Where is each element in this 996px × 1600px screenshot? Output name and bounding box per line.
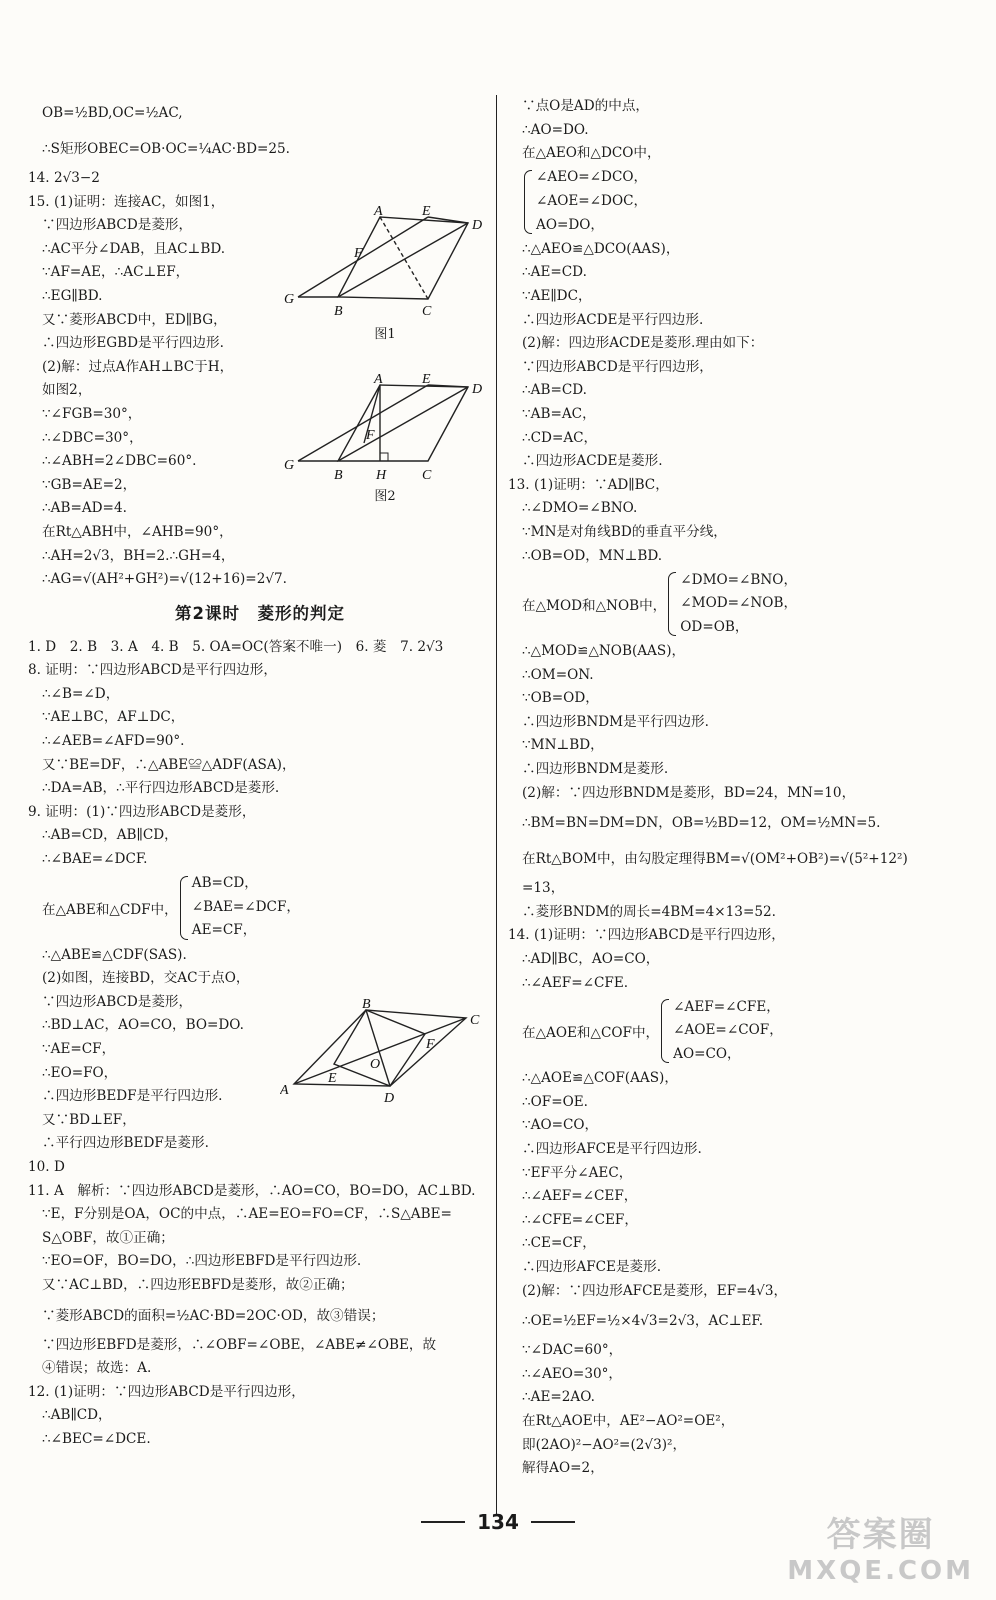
figure-caption: 图2 bbox=[374, 489, 396, 504]
system-line: AE=CF， bbox=[191, 922, 257, 939]
text-line: ∴AH=2√3，BH=2.∴GH=4， bbox=[42, 547, 235, 564]
system-prefix: 在△MOD和△NOB中， bbox=[522, 598, 667, 615]
text-line: 在△AEO和△DCO中， bbox=[522, 145, 661, 162]
text-line: ∴OM=ON. bbox=[522, 666, 594, 683]
system-line: ∠AOE=∠DOC， bbox=[536, 192, 648, 209]
system-line: ∠BAE=∠DCF， bbox=[191, 898, 300, 915]
text-line: ∴S矩形OBEC=OB·OC=¼AC·BD=25. bbox=[42, 141, 290, 157]
text-line: ∴∠DMO=∠BNO. bbox=[522, 500, 638, 517]
label-c: C bbox=[470, 1013, 480, 1028]
text-line: 14. 2√3−2 bbox=[28, 170, 100, 186]
text-line: ∴四边形ACDE是菱形. bbox=[522, 453, 663, 470]
text-line: (2)如图，连接BD，交AC于点O， bbox=[42, 970, 250, 987]
text-line: ∴AE=CD. bbox=[522, 264, 587, 281]
text-line: ∴∠BEC=∠DCE. bbox=[42, 1430, 151, 1447]
line-ac bbox=[294, 1018, 466, 1084]
figure-1 bbox=[280, 205, 490, 342]
text-line: ∵AE∥DC， bbox=[522, 287, 592, 304]
label-b: B bbox=[334, 304, 343, 319]
text-line: ∴△ABE≌△CDF(SAS). bbox=[42, 946, 187, 963]
label-g: G bbox=[284, 292, 295, 307]
text-line: 如图2， bbox=[42, 382, 92, 399]
label-h: H bbox=[376, 468, 387, 483]
text-line: ∴△MOD≌△NOB(AAS)， bbox=[522, 643, 686, 660]
text-line: ∵EO=OF，BO=DO，∴四边形EBFD是平行四边形. bbox=[42, 1253, 362, 1270]
text-line: ∴∠DBC=30°， bbox=[42, 429, 143, 446]
label-e: E bbox=[422, 373, 431, 387]
text-line: ∴四边形BNDM是平行四边形. bbox=[522, 713, 709, 730]
system-line: AB=CD， bbox=[191, 875, 258, 892]
text-line: ∴∠BAE=∠DCF. bbox=[42, 851, 148, 868]
text-line: ∵AE⊥BC，AF⊥DC， bbox=[42, 709, 185, 726]
brace bbox=[524, 170, 532, 234]
text-line: ∴CE=CF， bbox=[522, 1235, 596, 1252]
text-line: ∴四边形EGBD是平行四边形. bbox=[42, 335, 224, 352]
text-line: ∵点O是AD的中点， bbox=[522, 98, 650, 114]
text-line: ∴∠B=∠D， bbox=[42, 685, 120, 702]
figure-caption: 图1 bbox=[374, 327, 396, 342]
text-line: ∴四边形AFCE是平行四边形. bbox=[522, 1141, 702, 1157]
label-b: B bbox=[334, 468, 343, 483]
text-line: ∴平行四边形BEDF是菱形. bbox=[42, 1135, 209, 1152]
text-line: ∵四边形ABCD是菱形， bbox=[42, 993, 193, 1010]
equation-system bbox=[508, 568, 978, 640]
text-line: ∴AB∥CD， bbox=[42, 1407, 112, 1424]
rhombus-figure-3 bbox=[280, 998, 490, 1108]
text-line: 10. D bbox=[28, 1158, 65, 1175]
system-line: AO=DO， bbox=[536, 216, 604, 233]
text-line: ∵EF平分∠AEC， bbox=[522, 1164, 633, 1181]
label-d: D bbox=[472, 218, 483, 233]
text-line: ∵AE=CF， bbox=[42, 1041, 116, 1057]
watermark-text: 答案圈 bbox=[826, 1515, 935, 1555]
label-o: O bbox=[370, 1057, 381, 1072]
text-line: ∵四边形ABCD是平行四边形， bbox=[522, 358, 713, 375]
text-line: 9. 证明：(1)∵四边形ABCD是菱形， bbox=[28, 803, 256, 820]
equation-system bbox=[508, 166, 978, 238]
text-line: ∴AG=√(AH²+GH²)=√(12+16)=2√7. bbox=[42, 571, 287, 588]
brace bbox=[668, 572, 676, 636]
text-line: ∴菱形BNDM的周长=4BM=4×13=52. bbox=[522, 903, 776, 920]
text-line: ∵OB=OD， bbox=[522, 690, 599, 707]
right-angle-mark bbox=[380, 453, 388, 461]
system-line: AO=CO， bbox=[673, 1046, 741, 1063]
text-line: OB=½BD,OC=½AC, bbox=[42, 105, 183, 121]
equation-system bbox=[508, 995, 978, 1067]
text-line: 11. A 解析：∵四边形ABCD是菱形，∴AO=CO，BO=DO，AC⊥BD. bbox=[28, 1182, 476, 1199]
text-line: ∴BM=BN=DM=DN，OB=½BD=12，OM=½MN=5. bbox=[522, 815, 881, 832]
text-line: ④错误；故选：A. bbox=[42, 1360, 152, 1377]
label-f: F bbox=[354, 246, 363, 261]
text-line: 15. (1)证明：连接AC，如图1， bbox=[28, 193, 225, 210]
text-line: =13， bbox=[522, 880, 565, 897]
text-line: 在Rt△ABH中，∠AHB=90°， bbox=[42, 523, 233, 540]
text-line: ∴∠AEF=∠CFE. bbox=[522, 974, 629, 991]
watermark bbox=[787, 1507, 974, 1586]
label-d: D bbox=[384, 1091, 395, 1106]
section-title: 第2课时 菱形的判定 bbox=[175, 603, 345, 623]
text-line: ∴四边形AFCE是菱形. bbox=[522, 1258, 662, 1275]
text-line: 又∵BE=DF，∴△ABE≌△ADF(ASA)， bbox=[42, 756, 296, 773]
text-line: 又∵菱形ABCD中，ED∥BG， bbox=[42, 311, 227, 328]
column-divider bbox=[496, 95, 497, 1515]
label-e: E bbox=[328, 1071, 337, 1086]
text-line: ∵AB=AC， bbox=[522, 405, 596, 422]
text-line: ∴四边形BEDF是平行四边形. bbox=[42, 1088, 223, 1105]
text-line: ∴AO=DO. bbox=[522, 121, 589, 138]
text-line: ∴DA=AB，∴平行四边形ABCD是菱形. bbox=[42, 780, 280, 797]
text-line: ∴四边形BNDM是菱形. bbox=[522, 761, 669, 778]
label-b: B bbox=[362, 998, 371, 1012]
page-number-rule bbox=[421, 1521, 465, 1523]
label-c: C bbox=[422, 468, 432, 483]
text-line: ∵AF=AE，∴AC⊥EF， bbox=[42, 264, 190, 281]
text-line: ∴△AOE≌△COF(AAS)， bbox=[522, 1070, 678, 1087]
label-a: A bbox=[374, 205, 383, 219]
system-line: ∠AEO=∠DCO， bbox=[536, 169, 648, 186]
text-line: ∵四边形EBFD是菱形，∴∠OBF=∠OBE，∠ABE≠∠OBE，故 bbox=[42, 1336, 437, 1353]
text-line: ∴OB=OD，MN⊥BD. bbox=[522, 547, 663, 564]
text-line: ∵MN是对角线BD的垂直平分线， bbox=[522, 523, 727, 540]
text-line: ∴∠AEB=∠AFD=90°. bbox=[42, 733, 185, 750]
line-ac-dashed bbox=[380, 217, 428, 299]
text-line: ∴∠ABH=2∠DBC=60°. bbox=[42, 453, 197, 470]
text-line: ∴△AEO≌△DCO(AAS)， bbox=[522, 240, 680, 257]
text-line: 即(2AO)²−AO²=(2√3)²， bbox=[522, 1436, 687, 1453]
text-line: (2)解：四边形ACDE是菱形.理由如下： bbox=[522, 335, 764, 352]
text-line: 14. (1)证明：∵四边形ABCD是平行四边形， bbox=[508, 927, 785, 944]
text-line: ∴∠AEF=∠CEF， bbox=[522, 1188, 638, 1205]
text-line: ∴EG∥BD. bbox=[42, 287, 103, 304]
system-prefix: 在△AOE和△COF中， bbox=[522, 1025, 660, 1042]
equation-system bbox=[28, 872, 492, 944]
label-e: E bbox=[422, 205, 431, 219]
label-a: A bbox=[280, 1083, 289, 1098]
text-line: ∴∠AEO=30°， bbox=[522, 1365, 623, 1382]
text-line: ∵菱形ABCD的面积=½AC·BD=2OC·OD，故③错误； bbox=[42, 1307, 385, 1324]
brace bbox=[180, 876, 188, 940]
rhombus-bedf bbox=[334, 1010, 425, 1086]
text-line: ∴AB=AD=4. bbox=[42, 500, 127, 517]
text-line: ∵∠DAC=60°， bbox=[522, 1342, 623, 1359]
text-line: ∵AO=CO， bbox=[522, 1117, 599, 1134]
text-line: ∴EO=FO， bbox=[42, 1064, 118, 1081]
text-line: (2)解：∵四边形BNDM是菱形，BD=24，MN=10， bbox=[522, 784, 856, 801]
text-line: 在Rt△AOE中，AE²−AO²=OE²， bbox=[522, 1412, 735, 1429]
label-d: D bbox=[472, 382, 483, 397]
system-prefix: 在△ABE和△CDF中， bbox=[42, 901, 178, 918]
rhombus-figure-1 bbox=[280, 205, 490, 323]
label-f: F bbox=[426, 1037, 435, 1052]
system-line: ∠MOD=∠NOB， bbox=[680, 595, 798, 612]
rhombus-figure-2 bbox=[280, 373, 490, 485]
text-line: 又∵AC⊥BD，∴四边形EBFD是菱形，故②正确； bbox=[42, 1276, 354, 1293]
right-column bbox=[508, 95, 978, 1481]
text-line: 8. 证明：∵四边形ABCD是平行四边形， bbox=[28, 662, 277, 679]
label-c: C bbox=[422, 304, 432, 319]
label-a: A bbox=[374, 373, 383, 387]
text-line: ∴AE=2AO. bbox=[522, 1389, 595, 1406]
page-number-rule bbox=[531, 1521, 575, 1523]
text-line: ∵MN⊥BD， bbox=[522, 737, 604, 754]
label-f: F bbox=[366, 428, 375, 443]
page-number-text: 134 bbox=[477, 1510, 519, 1534]
text-line: ∴OE=½EF=½×4√3=2√3，AC⊥EF. bbox=[522, 1313, 764, 1330]
system-line: ∠AEF=∠CFE， bbox=[673, 998, 780, 1015]
text-line: ∵∠FGB=30°， bbox=[42, 405, 142, 422]
text-line: (2)解：∵四边形AFCE是菱形，EF=4√3， bbox=[522, 1282, 788, 1299]
text-line: ∴AC平分∠DAB，且AC⊥BD. bbox=[42, 240, 226, 257]
system-line: ∠DMO=∠BNO， bbox=[680, 571, 798, 588]
text-line: ∴BD⊥AC，AO=CO，BO=DO. bbox=[42, 1017, 244, 1034]
text-line: ∴CD=AC， bbox=[522, 429, 598, 446]
text-line: ∵GB=AE=2， bbox=[42, 476, 137, 493]
text-line: 在Rt△BOM中，由勾股定理得BM=√(OM²+OB²)=√(5²+12²) bbox=[522, 851, 908, 868]
text-line: 解得AO=2， bbox=[522, 1460, 604, 1477]
brace bbox=[661, 999, 669, 1063]
text-line: (2)解：过点A作AH⊥BC于H， bbox=[42, 358, 234, 375]
text-line: ∴∠CFE=∠CEF， bbox=[522, 1211, 638, 1228]
text-line: ∴AD∥BC，AO=CO， bbox=[522, 951, 660, 968]
figure-2 bbox=[280, 373, 490, 504]
text-line: ∵E，F分别是OA，OC的中点，∴AE=EO=FO=CF，∴S△ABE= bbox=[42, 1206, 452, 1223]
line-ge bbox=[298, 385, 428, 461]
system-line: OD=OB， bbox=[680, 618, 749, 635]
text-line: 12. (1)证明：∵四边形ABCD是平行四边形， bbox=[28, 1383, 305, 1400]
text-line: ∴AB=CD，AB∥CD， bbox=[42, 827, 178, 844]
text-line: ∴四边形ACDE是平行四边形. bbox=[522, 311, 704, 328]
text-line: ∴AB=CD. bbox=[522, 382, 587, 399]
text-line: 又∵BD⊥EF， bbox=[42, 1111, 136, 1128]
watermark-url: MXQE.COM bbox=[787, 1556, 974, 1586]
text-line: 13. (1)证明：∵AD∥BC， bbox=[508, 476, 669, 493]
text-line: ∵四边形ABCD是菱形， bbox=[42, 217, 193, 234]
system-line: ∠AOE=∠COF， bbox=[673, 1022, 783, 1039]
label-g: G bbox=[284, 458, 295, 473]
figure-3 bbox=[280, 998, 490, 1108]
text-line: S△OBF，故①正确； bbox=[42, 1229, 174, 1246]
text-line: 1. D 2. B 3. A 4. B 5. OA=OC(答案不唯一) 6. 菱 7. 2√3 bbox=[28, 638, 444, 655]
text-line: ∴OF=OE. bbox=[522, 1093, 589, 1110]
